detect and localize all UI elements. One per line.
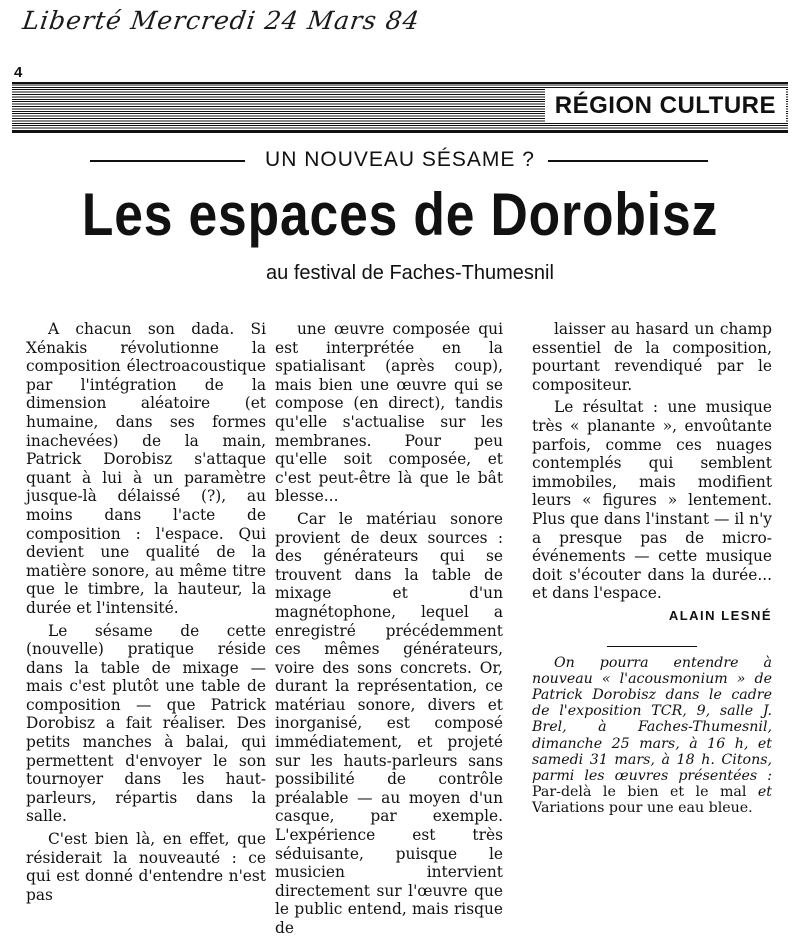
- page-number: 4: [14, 64, 23, 81]
- paragraph: C'est bien là, en effet, que résiderait la nouveauté : ce qui est donné d'entendre n'est pas: [26, 830, 266, 904]
- paragraph: Le sésame de cette (nouvelle) pratique réside dans la table de mixage — mais c'est plutôt une table de composition — que Patrick Dorobisz a fait réaliser. Des petits manches à balai, qui permettent d'envoyer le son tournoyer dans les haut-parleurs, répartis dans la salle.: [26, 621, 266, 826]
- section-title: RÉGION CULTURE: [545, 89, 786, 122]
- author-signature: ALAIN LESNÉ: [668, 607, 772, 623]
- article-column-2: [275, 320, 503, 942]
- bottom-rule: [12, 131, 788, 133]
- paragraph: A chacun son dada. Si Xénakis révolutionne la composition électroacoustique par l'intégration de la dimension aléatoire (et humaine, dans ses formes inachevées) de la main, Patrick Dorobisz s'attaque quant à lui à un paramètre jusque-là délaissé (?), au moins dans l'acte de composition : l'espace. Qui devient une qualité de la matière sonore, au même titre que le timbre, la hauteur, la durée et l'intensité.: [26, 320, 266, 617]
- paragraph: Le résultat : une musique très « planante », envoûtante parfois, comme ces nuages contemplés qui semblent immobiles, mais modifient leurs « figures » lentement. Plus que dans l'instant — il n'y a presque pas de micro-événements — cette musique doit s'écouter dans la durée... et dans l'espace.: [532, 398, 772, 603]
- event-note: [532, 655, 772, 817]
- subheadline: au festival de Faches-Thumesnil: [266, 262, 554, 284]
- article-column-1: [26, 320, 266, 908]
- kicker: UN NOUVEAU SÉSAME ?: [265, 148, 535, 171]
- handwritten-annotation: Liberté Mercredi 24 Mars 84: [20, 6, 422, 35]
- paragraph: une œuvre composée qui est interprétée en la spatialisant (après coup), mais bien une œuvre qui se compose (en direct), tandis qu'elle s'actualise sur les membranes. Pour peu qu'elle soit composée, et c'est peut-être là que le bât blesse...: [275, 320, 503, 506]
- paragraph: Car le matériau sonore provient de deux sources : des générateurs qui se trouvent dans la table de mixage et d'un magnétophone, lequel a enregistré précédemment ces mêmes générateurs, voire des sons concrets. Or, durant la représentation, ce matériau sonore, divers et inorganisé, est composé immédiatement, et projeté sur les hauts-parleurs sans possibilité de contrôle préalable — au moyen d'un casque, par exemple. L'expérience est très séduisante, puisque le musicien intervient directement sur l'œuvre que le public entend, mais risque de: [275, 509, 503, 937]
- note-work-1: Par-delà le bien et le mal: [532, 784, 758, 801]
- note-conj: et: [757, 784, 772, 801]
- note-italic: On pourra entendre à nouveau « l'acousmonium » de Patrick Dorobisz dans le cadre de l'exposition TCR, 9, salle J. Brel, à Faches-Thumesnil, dimanche 25 mars, à 16 h, et samedi 31 mars, à 18 h. Citons, parmi les œuvres présentées :: [532, 654, 772, 784]
- paragraph: laisser au hasard un champ essentiel de la composition, pourtant revendiqué par le compositeur.: [532, 320, 772, 394]
- note-work-2: Variations pour une eau bleue.: [532, 800, 753, 817]
- headline: Les espaces de Dorobisz: [81, 181, 719, 248]
- article-column-3: [532, 320, 772, 821]
- note-separator: [607, 646, 697, 647]
